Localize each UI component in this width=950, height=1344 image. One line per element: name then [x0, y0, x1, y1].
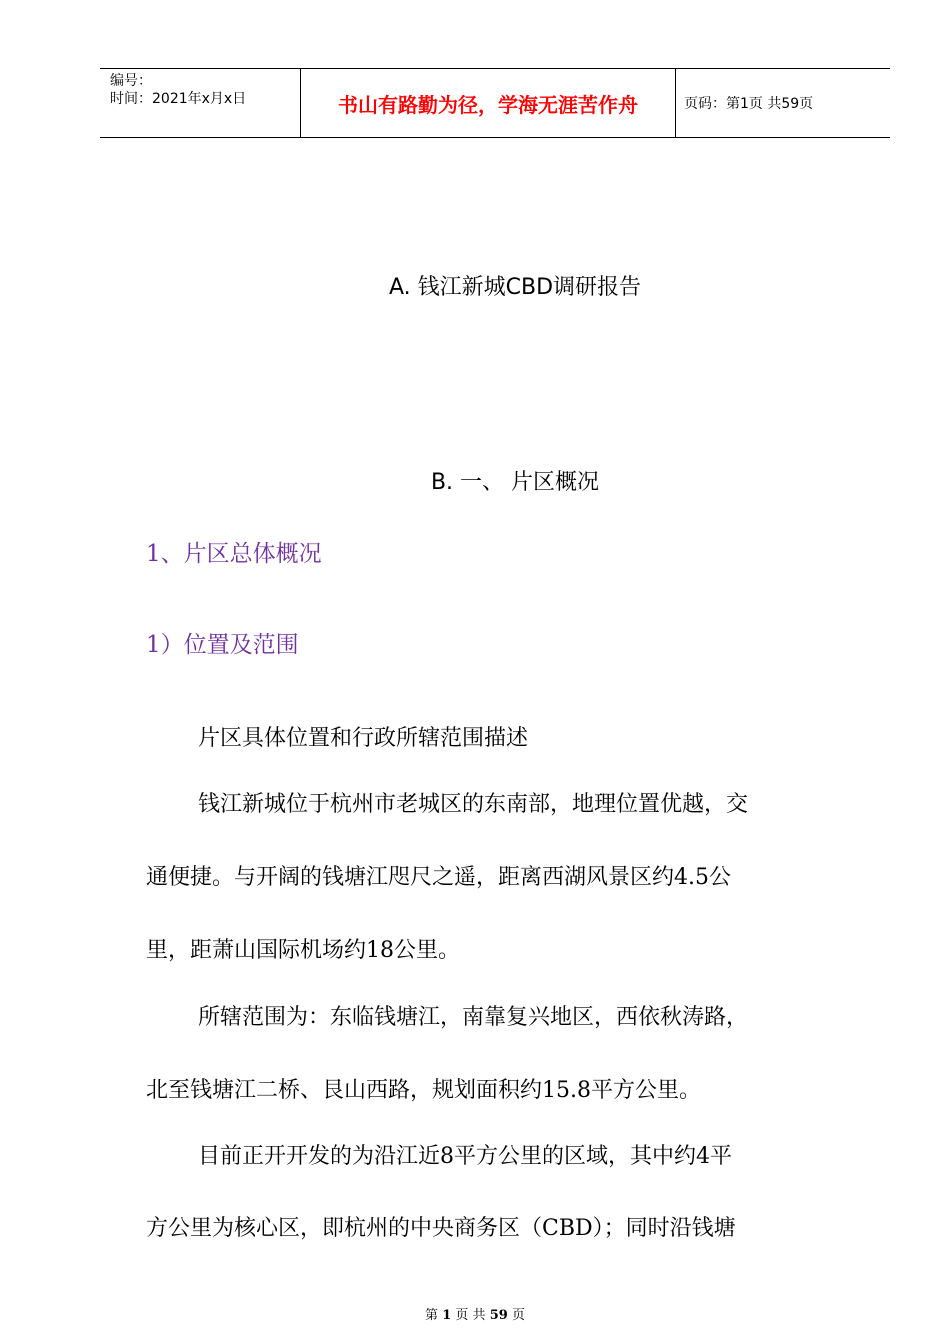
section-number: 1: [146, 541, 161, 567]
report-title: A. 钱江新城CBD调研报告: [388, 275, 642, 300]
serial-label: 编号：: [110, 73, 152, 89]
footer-di: 第: [425, 1308, 439, 1323]
paragraph-line: 北至钱塘江二桥、艮山西路，规划面积约15.8平方公里。: [146, 1078, 701, 1103]
chapter-title: B. 一、 片区概况: [430, 470, 600, 495]
footer-gong: 共: [472, 1308, 486, 1323]
page-footer: [0, 1304, 950, 1323]
footer-ye: 页: [455, 1308, 469, 1323]
footer-ye2: 页: [511, 1308, 525, 1323]
paragraph-line: 通便捷。与开阔的钱塘江咫尺之遥，距离西湖风景区约4.5公: [146, 865, 731, 890]
subsection-number: 1: [146, 632, 161, 658]
time-label: 时间：2021年x月x日: [110, 91, 247, 107]
section-text: 、片区总体概况: [160, 541, 322, 567]
paragraph-line: 片区具体位置和行政所辖范围描述: [198, 726, 529, 751]
header-motto: 书山有路勤为径，学海无涯苦作舟: [301, 69, 676, 137]
footer-total-pages: 59: [489, 1308, 508, 1323]
document-header: [100, 68, 890, 138]
paragraph-line: 所辖范围为：东临钱塘江，南靠复兴地区，西依秋涛路，: [198, 1005, 749, 1030]
subsection-text: ）位置及范围: [160, 632, 299, 658]
subsection-heading: [146, 626, 299, 659]
footer-page-number: 1: [442, 1308, 452, 1323]
section-heading: [146, 535, 322, 568]
paragraph-line: 钱江新城位于杭州市老城区的东南部，地理位置优越，交: [198, 792, 749, 817]
paragraph-line: 方公里为核心区，即杭州的中央商务区（CBD）；同时沿钱塘: [146, 1216, 736, 1241]
paragraph-line: 里，距萧山国际机场约18公里。: [146, 938, 460, 963]
header-page-label: 页码：第1页 共59页: [684, 96, 814, 112]
paragraph-line: 目前正开开发的为沿江近8平方公里的区域，其中约4平: [198, 1144, 732, 1169]
header-meta: [100, 69, 301, 137]
